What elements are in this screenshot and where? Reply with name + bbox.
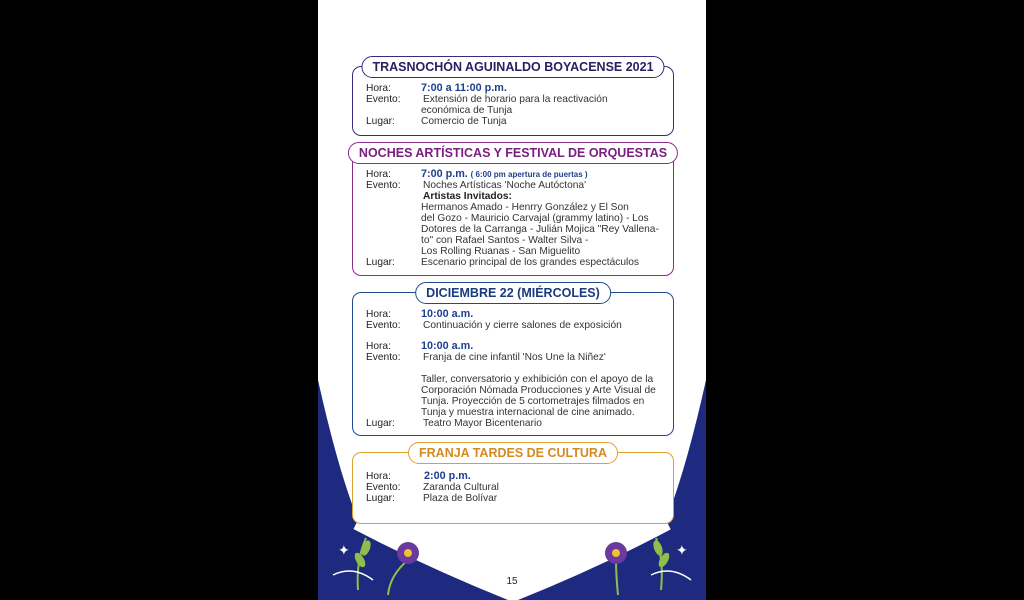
hora-label: Hora: [366, 83, 391, 94]
hora-label: Hora: [366, 471, 391, 482]
evento-label: Evento: [366, 320, 401, 331]
hora-value: 7:00 p.m. [421, 168, 468, 180]
hora-value: 10:00 a.m. [421, 308, 474, 320]
hora-label: Hora: [366, 169, 391, 180]
page-number: 15 [506, 576, 518, 587]
evento-value: Noches Artísticas 'Noche Autóctona' [423, 180, 587, 191]
evento-line: Extensión de horario para la reactivación [423, 94, 608, 105]
description-line: Corporación Nómada Producciones y Arte Visual de [421, 385, 656, 396]
evento-label: Evento: [366, 482, 401, 493]
svg-text:✦: ✦ [586, 539, 597, 553]
lugar-value: Escenario principal de los grandes espectáculos [421, 257, 640, 268]
artists-line: Los Rolling Ruanas - San Miguelito [421, 246, 581, 257]
hora-value: 2:00 p.m. [424, 470, 471, 482]
flower-decoration-right [576, 520, 696, 600]
section-noches-artisticas [352, 146, 674, 276]
hora-label: Hora: [366, 309, 391, 320]
artists-line: Hermanos Amado - Henrry González y El Son [421, 202, 629, 213]
hora-label: Hora: [366, 341, 391, 352]
section-diciembre-22 [352, 286, 674, 436]
hora-value: 7:00 a 11:00 p.m. [421, 82, 507, 94]
evento-label: Evento: [366, 94, 401, 105]
section-title: FRANJA TARDES DE CULTURA [408, 442, 618, 464]
evento-value: Zaranda Cultural [423, 482, 499, 493]
lugar-value: Teatro Mayor Bicentenario [423, 418, 542, 429]
lugar-label: Lugar: [366, 493, 395, 504]
svg-text:✦: ✦ [423, 539, 434, 553]
artists-line: to" con Rafael Santos - Walter Silva - [421, 235, 589, 246]
hora-note: ( 6:00 pm apertura de puertas ) [470, 170, 588, 179]
lugar-value: Plaza de Bolívar [423, 493, 498, 504]
evento-label: Evento: [366, 180, 401, 191]
brochure-page [318, 0, 706, 600]
section-title: NOCHES ARTÍSTICAS Y FESTIVAL DE ORQUESTAS [348, 142, 678, 164]
evento-value: Franja de cine infantil 'Nos Une la Niñez' [423, 352, 606, 363]
section-trasnochon [352, 60, 674, 136]
description-line: Tunja. Proyección de 5 cortometrajes filmados en [421, 396, 645, 407]
flower-decoration-left [328, 520, 448, 600]
svg-text:✦: ✦ [676, 543, 688, 559]
description-line: Taller, conversatorio y exhibición con el apoyo de la [421, 374, 654, 385]
evento-value: Continuación y cierre salones de exposición [423, 320, 622, 331]
lugar-label: Lugar: [366, 257, 395, 268]
lugar-label: Lugar: [366, 116, 395, 127]
evento-line: económica de Tunja [421, 105, 513, 116]
section-title: TRASNOCHÓN AGUINALDO BOYACENSE 2021 [361, 56, 664, 78]
section-title: DICIEMBRE 22 (MIÉRCOLES) [415, 282, 611, 304]
svg-text:✦: ✦ [338, 543, 350, 559]
lugar-value: Comercio de Tunja [421, 116, 507, 127]
artists-heading: Artistas Invitados: [423, 191, 512, 202]
hora-value: 10:00 a.m. [421, 340, 474, 352]
artists-line: Dotores de la Carranga - Julián Mojica "Rey Vallena- [421, 224, 659, 235]
artists-line: del Gozo - Mauricio Carvajal (grammy latino) - Los [421, 213, 649, 224]
description-line: Tunja y muestra internacional de cine animado. [421, 407, 635, 418]
section-tardes-cultura [352, 446, 674, 524]
evento-label: Evento: [366, 352, 401, 363]
lugar-label: Lugar: [366, 418, 395, 429]
